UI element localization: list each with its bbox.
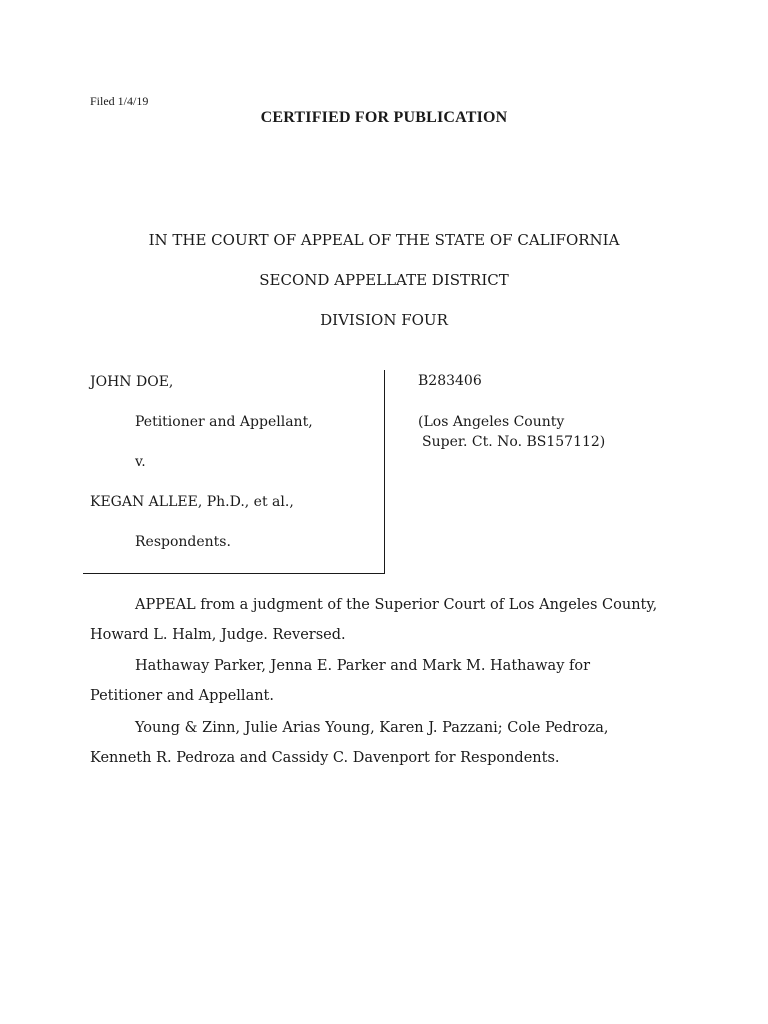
court-district: SECOND APPELLATE DISTRICT — [259, 271, 509, 289]
defendant-name: KEGAN ALLEE, Ph.D., et al., — [90, 494, 294, 510]
defendant-role: Respondents. — [135, 534, 231, 550]
counsel-respondent-line-1: Young & Zinn, Julie Arias Young, Karen J. Pazzani; Cole Pedroza, — [135, 720, 609, 736]
filed-date: Filed 1/4/19 — [90, 94, 149, 108]
county-line-2: Super. Ct. No. BS157112) — [422, 434, 606, 450]
counsel-appellant-line-1: Hathaway Parker, Jenna E. Parker and Mark M. Hathaway for — [135, 658, 591, 674]
certified-heading: CERTIFIED FOR PUBLICATION — [260, 109, 508, 126]
court-name: IN THE COURT OF APPEAL OF THE STATE OF CALIFORNIA — [148, 231, 620, 249]
plaintiff-name: JOHN DOE, — [90, 374, 174, 390]
court-division: DIVISION FOUR — [320, 311, 448, 329]
versus-label: v. — [135, 454, 146, 470]
appeal-line-1: APPEAL from a judgment of the Superior Court of Los Angeles County, — [135, 597, 658, 613]
counsel-appellant-line-2: Petitioner and Appellant. — [90, 688, 274, 704]
plaintiff-role: Petitioner and Appellant, — [135, 414, 313, 430]
case-number: B283406 — [418, 373, 482, 389]
appeal-line-2: Howard L. Halm, Judge. Reversed. — [90, 627, 346, 643]
county-line-1: (Los Angeles County — [418, 414, 565, 430]
counsel-respondent-line-2: Kenneth R. Pedroza and Cassidy C. Davenport for Respondents. — [90, 750, 560, 766]
case-caption-parties — [83, 370, 385, 574]
